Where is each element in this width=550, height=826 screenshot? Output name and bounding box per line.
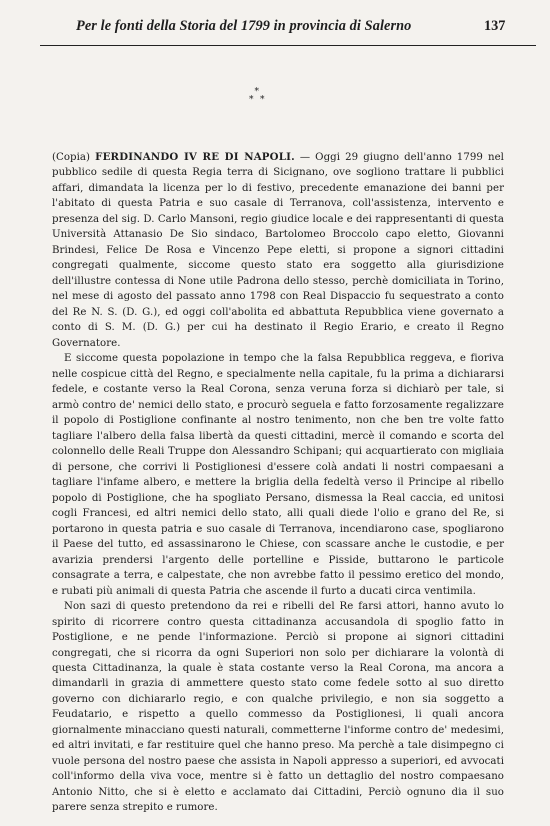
svg-text:*: * [260,95,265,105]
document-body [52,150,504,816]
paragraph-1 [52,150,504,351]
header-rule [40,45,536,46]
paragraph-1-text: — Oggi 29 giugno dell'anno 1799 nel pubblico sedile di questa Regia terra di Sicignano, ove sogliono trattare li pubblici affari, dimandata la licenza per lo di festivo, precedente emanazione dei banni per l'abitato di questa Patria e suo casale di Terranova, coll'assistenza, intervento e presenza del sig. D. Carlo Mansoni, regio giudice locale e dei rappresentanti di questa Università Attanasio De Sio sindaco, Bartolomeo Broccolo capo eletto, Giovanni Brindesi, Felice De Rosa e Vincenzo Pepe eletti, si propone a signori cittadini congregati qualmente, siccome questo stato era soggetto alla giurisdizione dell'illustre contessa di None utile Padrona dello stesso, perchè domiciliata in Torino, nel mese di agosto del passato anno 1798 con Real Dispaccio fu sequestrato a conto del Re N. S. (D. G.), ed oggi coll'abolita ed abbattuta Repubblica viene governato a conto di S. M. (D. G.) per cui ha destinato il Regio Erario, e creato il Regno Governatore. [52,152,504,349]
page-number: 137 [484,18,506,34]
paragraph-2: E siccome questa popolazione in tempo che la falsa Repubblica reggeva, e fioriva nelle cospicue città del Regno, e specialmente nella capitale, fu la prima a dichiararsi fedele, e costante verso la Real Corona, senza veruna forza si dichiarò per tale, si armò contro de' nemici dello stato, e procurò seguela e fatto forzosamente regalizzare il popolo di Postiglione confinante al nostro tenimento, non che ben tre volte fatto tagliare l'albero della falsa libertà da questi cittadini, mercè il comando e scorta del colonnello delle Reali Truppe don Alessandro Schipani; qui acquartierato con migliaia di persone, che corrivi li Postiglionesi d'essere colà andati li nostri compaesani a tagliare l'infame albero, e mettere la briglia della fedeltà verso il Principe al ribello popolo di Postiglione, che ha spogliato Persano, dismessa la Real caccia, ed unitosi cogli Francesi, ed altri nemici dello stato, alli quali diede l'olio e grano del Re, si portarono in questa patria e suo casale di Terranova, incendiarono case, spogliarono il Paese del tutto, ed assassinarono le Chiese, con scassare anche le custodie, e per avarizia prendersi l'argento delle portelline e Pisside, buttarono le particole consagrate a terra, e calpestate, che non avrebbe fatto il pessimo eretico del mondo, e rubati più animali di questa Patria che ascende il furto a ducati circa ventimila. [52,353,504,597]
decree-heading: FERDINANDO IV RE DI NAPOLI. [95,151,295,163]
paragraph-3: Non sazi di questo pretendono da rei e ribelli del Re farsi attori, hanno avuto lo spirito di ricorrere contro questa cittadinanza accusandola di spoglio fatto in Postiglione, e ne pende l'informazione. Perciò si propone ai signori cittadini congregati, che si ricorra da ogni Superiori non solo per dichiarare la volontà di questa Cittadinanza, la quale è stata costante verso la Real Corona, ma ancora a dimandarli in grazia di ammettere questo stato come fedele sotto al suo diretto governo con dichiararlo regio, e con qualche privilegio, e non sia soggetto a Feudatario, e rispetto a quello commesso da Postiglionesi, li quali ancora giornalmente minacciano questi naturali, commetterne l'informe contro de' medesimi, ed altri invitati, e far restituire quel che hanno preso. Ma perchè a tale disimpegno ci vuole persona del nostro paese che assista in Napoli appresso a superiori, ed avvocati coll'informo della viva voce, mentre si è fatto un dettaglio del nostro compaesano Antonio Nitto, che si è eletto e acclamato dai Cittadini, Perciò ognuno dia il suo parere senza strepito e rumore. [52,601,504,814]
three-asterisks-icon [247,86,269,108]
svg-text:*: * [254,87,259,97]
running-title: Per le fonti della Storia del 1799 in provincia di Salerno [76,18,412,34]
svg-text:*: * [249,95,254,105]
copy-marker: (Copia) [52,152,96,163]
running-header [0,14,550,48]
